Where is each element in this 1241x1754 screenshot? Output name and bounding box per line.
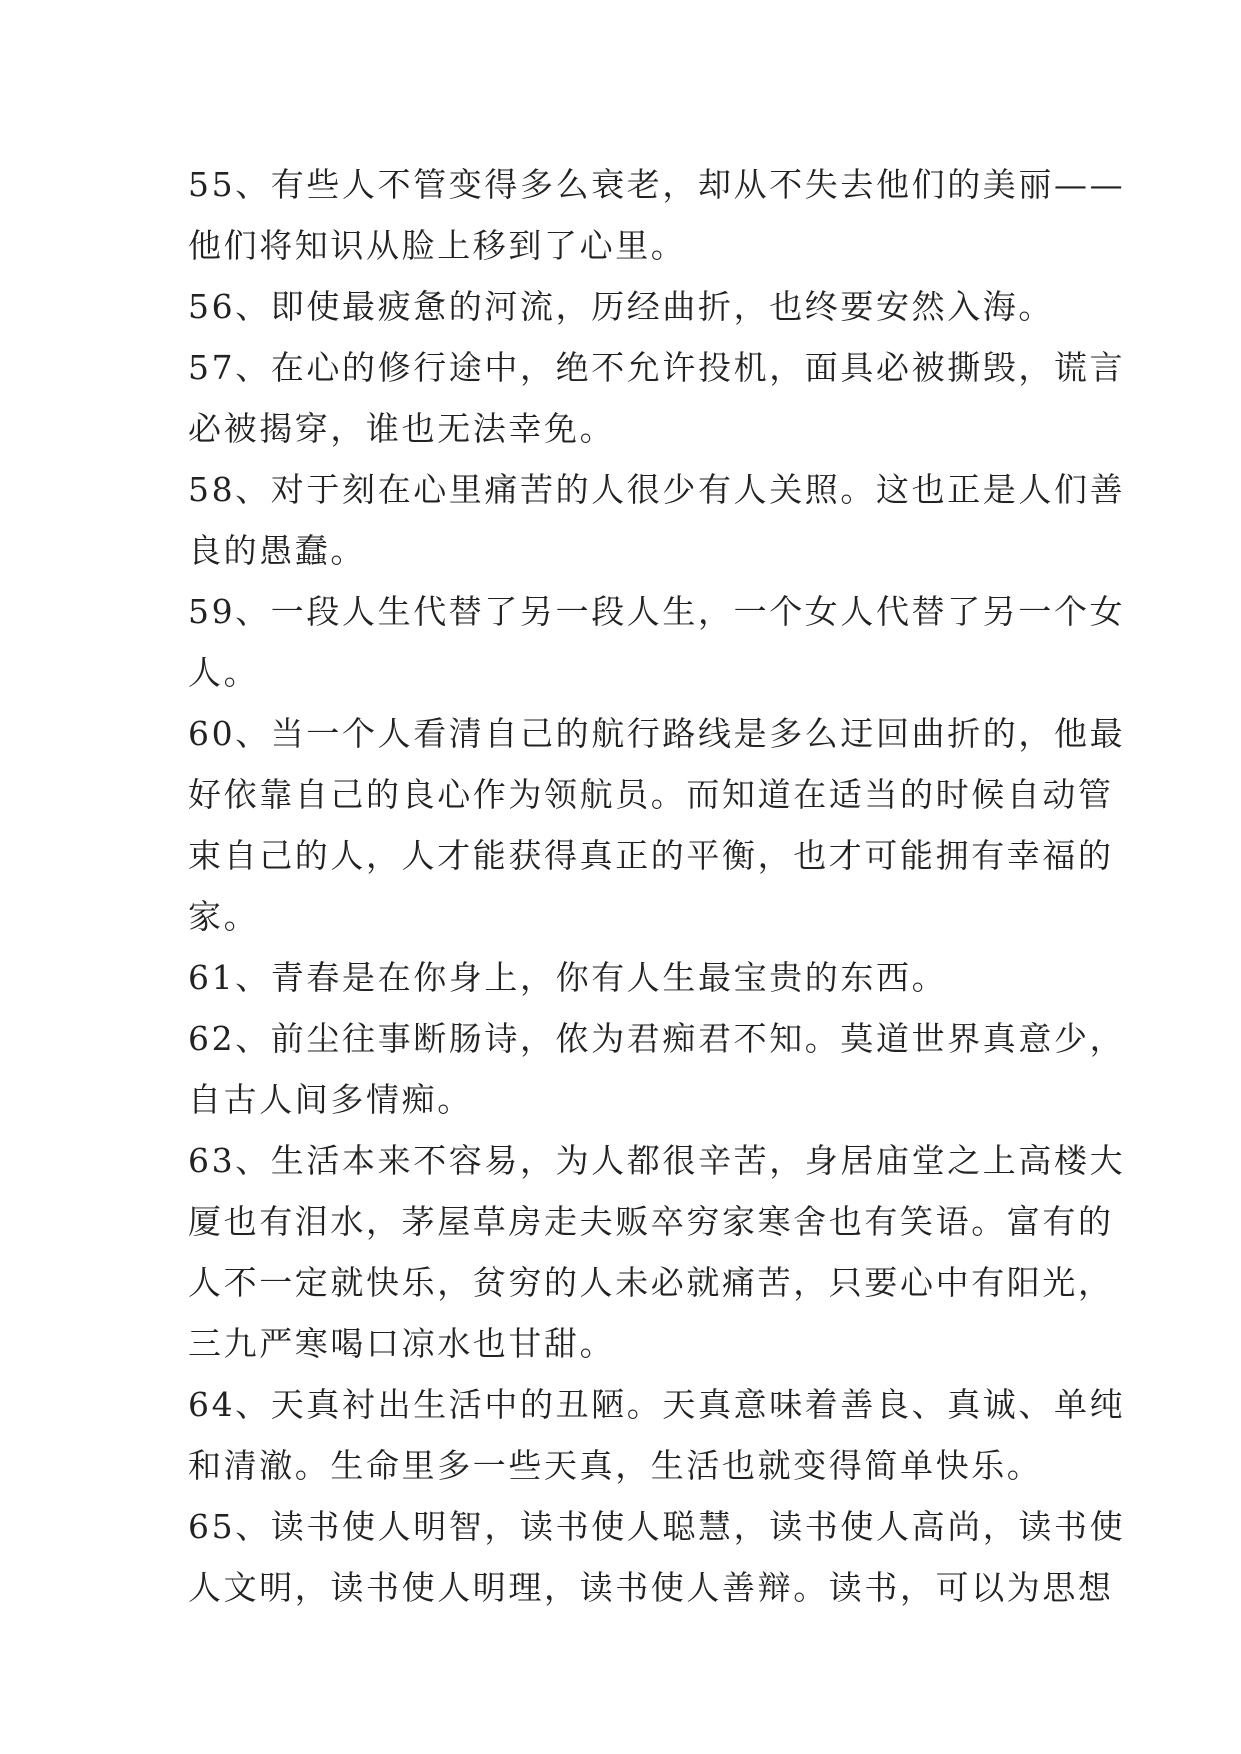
text-line: 人。 xyxy=(188,653,260,692)
text-line: 良的愚蠢。 xyxy=(188,531,366,570)
text-line: 厦也有泪水，茅屋草房走夫贩卒穷家寒舍也有笑语。富有的 xyxy=(188,1202,1114,1241)
text-line: 65、读书使人明智，读书使人聪慧，读书使人高尚，读书使 xyxy=(188,1507,1126,1546)
text-line: 自古人间多情痴。 xyxy=(188,1080,473,1119)
text-line: 三九严寒喝口凉水也甘甜。 xyxy=(188,1324,616,1363)
text-line: 64、天真衬出生活中的丑陋。天真意味着善良、真诚、单纯 xyxy=(188,1385,1126,1424)
text-line: 62、前尘往事断肠诗，侬为君痴君不知。莫道世界真意少， xyxy=(188,1019,1126,1058)
text-line: 人不一定就快乐，贫穷的人未必就痛苦，只要心中有阳光， xyxy=(188,1263,1114,1302)
text-line: 家。 xyxy=(188,897,260,936)
text-line: 59、一段人生代替了另一段人生，一个女人代替了另一个女 xyxy=(188,592,1126,631)
text-line: 束自己的人，人才能获得真正的平衡，也才可能拥有幸福的 xyxy=(188,836,1114,875)
text-line: 56、即使最疲惫的河流，历经曲折，也终要安然入海。 xyxy=(188,287,1054,326)
document-body xyxy=(188,154,1126,1618)
text-line: 他们将知识从脸上移到了心里。 xyxy=(188,226,687,265)
text-line: 60、当一个人看清自己的航行路线是多么迂回曲折的，他最 xyxy=(188,714,1126,753)
text-line: 人文明，读书使人明理，读书使人善辩。读书，可以为思想 xyxy=(188,1568,1114,1607)
text-line: 63、生活本来不容易，为人都很辛苦，身居庙堂之上高楼大 xyxy=(188,1141,1126,1180)
text-line: 61、青春是在你身上，你有人生最宝贵的东西。 xyxy=(188,958,948,997)
text-line: 好依靠自己的良心作为领航员。而知道在适当的时候自动管 xyxy=(188,775,1114,814)
text-line: 58、对于刻在心里痛苦的人很少有人关照。这也正是人们善 xyxy=(188,470,1126,509)
text-line: 57、在心的修行途中，绝不允许投机，面具必被撕毁，谎言 xyxy=(188,348,1126,387)
text-line: 必被揭穿，谁也无法幸免。 xyxy=(188,409,616,448)
text-line: 和清澈。生命里多一些天真，生活也就变得简单快乐。 xyxy=(188,1446,1043,1485)
text-line: 55、有些人不管变得多么衰老，却从不失去他们的美丽—— xyxy=(188,165,1126,204)
